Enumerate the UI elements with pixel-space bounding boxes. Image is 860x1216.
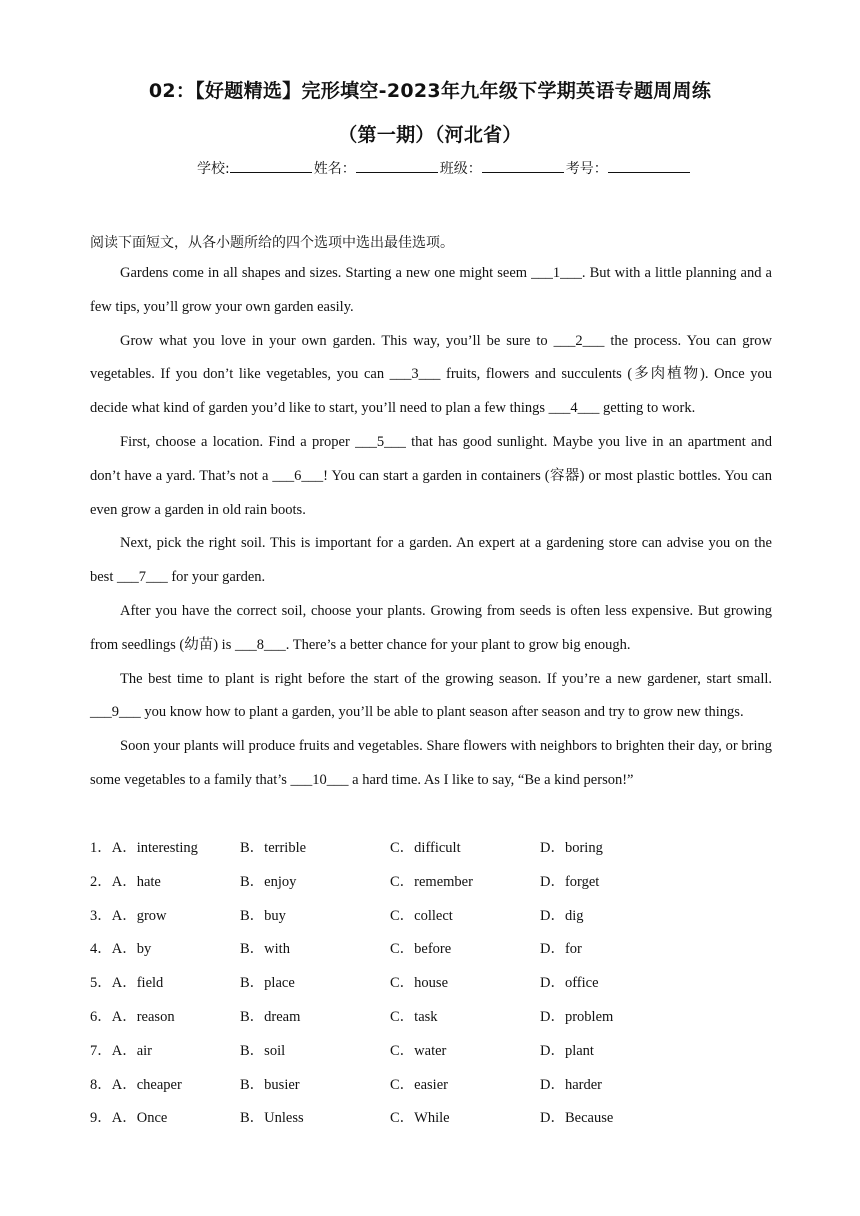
document-subtitle: （第一期）（河北省） [338,124,522,146]
school-blank[interactable] [230,160,312,173]
option-a: 3．A．grow [90,907,167,924]
option-d: D．for [540,941,582,958]
question-row [90,1035,790,1069]
option-c: C．remember [390,873,473,890]
option-b: B．busier [240,1076,300,1093]
name-label: 姓名： [313,161,356,177]
option-b: B．enjoy [240,873,297,890]
option-d: D．Because [540,1110,614,1127]
question-row [90,933,790,967]
school-label: 学校: [197,161,230,177]
option-c: C．While [390,1110,450,1127]
question-row [90,832,790,866]
option-d: D．problem [540,1008,614,1025]
option-c: C．before [390,941,452,958]
instruction-text: 阅读下面短文，从各小题所给的四个选项中选出最佳选项。 [90,235,454,251]
passage-paragraph: First, choose a location. Find a proper ___5___ that has good sunlight. Maybe you live in an apartment and don’t have a yard. That’s not a ___6___! You can start a garden in containers (容器) or most plastic bottles. You can even grow a garden in old rain boots. [90,433,772,518]
cloze-passage [90,257,772,798]
question-options [90,832,790,1136]
option-d: D．office [540,975,599,992]
question-row [90,900,790,934]
option-d: D．dig [540,907,584,924]
option-a: 6．A．reason [90,1008,175,1025]
question-row [90,1069,790,1103]
passage-paragraph: Next, pick the right soil. This is important for a garden. An expert at a gardening store can advise you on the best ___7___ for your garden. [90,535,772,586]
option-c: C．task [390,1008,438,1025]
option-b: B．soil [240,1042,286,1059]
option-b: B．terrible [240,840,307,856]
question-row [90,967,790,1001]
option-a: 4．A．by [90,941,152,958]
exam-number-blank[interactable] [608,160,690,173]
option-b: B．dream [240,1008,301,1025]
class-label: 班级： [439,161,482,177]
exam-number-label: 考号： [565,161,608,177]
option-a: 9．A．Once [90,1110,168,1127]
option-a: 2．A．hate [90,873,161,890]
option-d: D．boring [540,840,603,856]
option-b: B．buy [240,907,286,924]
option-c: C．difficult [390,840,461,856]
option-a: 5．A．field [90,975,164,992]
option-b: B．Unless [240,1110,304,1127]
option-d: D．plant [540,1042,594,1059]
name-blank[interactable] [356,160,438,173]
passage-paragraph: Soon your plants will produce fruits and vegetables. Share flowers with neighbors to brighten their day, or bring some vegetables to a family that’s ___10___ a hard time. As I like to say, “Be a kind person!” [90,738,772,788]
question-row [90,1001,790,1035]
option-a: 8．A．cheaper [90,1076,182,1093]
student-info-fields [197,158,692,178]
document-title: 02：【好题精选】完形填空-2023年九年级下学期英语专题周周练 [148,80,712,102]
question-row [90,1102,790,1136]
option-c: C．easier [390,1076,448,1093]
question-row [90,866,790,900]
option-b: B．place [240,975,295,992]
passage-paragraph: After you have the correct soil, choose your plants. Growing from seeds is often less expensive. But growing from seedlings (幼苗) is ___8___. There’s a better chance for your plant to grow big enough. [90,602,772,653]
option-a: 1．A．interesting [90,840,198,856]
option-d: D．forget [540,873,600,890]
option-c: C．collect [390,907,453,924]
passage-paragraph: Gardens come in all shapes and sizes. Starting a new one might seem ___1___. But with a little planning and a few tips, you’ll grow your own garden easily. [90,265,772,315]
passage-paragraph: The best time to plant is right before the start of the growing season. If you’re a new gardener, start small. ___9___ you know how to plant a garden, you’ll be able to plant season after season and try to grow new things. [90,670,772,721]
option-c: C．water [390,1042,447,1059]
class-blank[interactable] [482,160,564,173]
option-d: D．harder [540,1076,603,1093]
option-c: C．house [390,975,448,992]
option-b: B．with [240,941,290,958]
passage-paragraph: Grow what you love in your own garden. This way, you’ll be sure to ___2___ the process. You can grow vegetables. If you don’t like vegetables, you can ___3___ fruits, flowers and succulents (多肉植物). Once you decide what kind of garden you’d like to start, you’ll need to plan a few things ___4___ getting to work. [90,332,772,417]
option-a: 7．A．air [90,1042,153,1059]
